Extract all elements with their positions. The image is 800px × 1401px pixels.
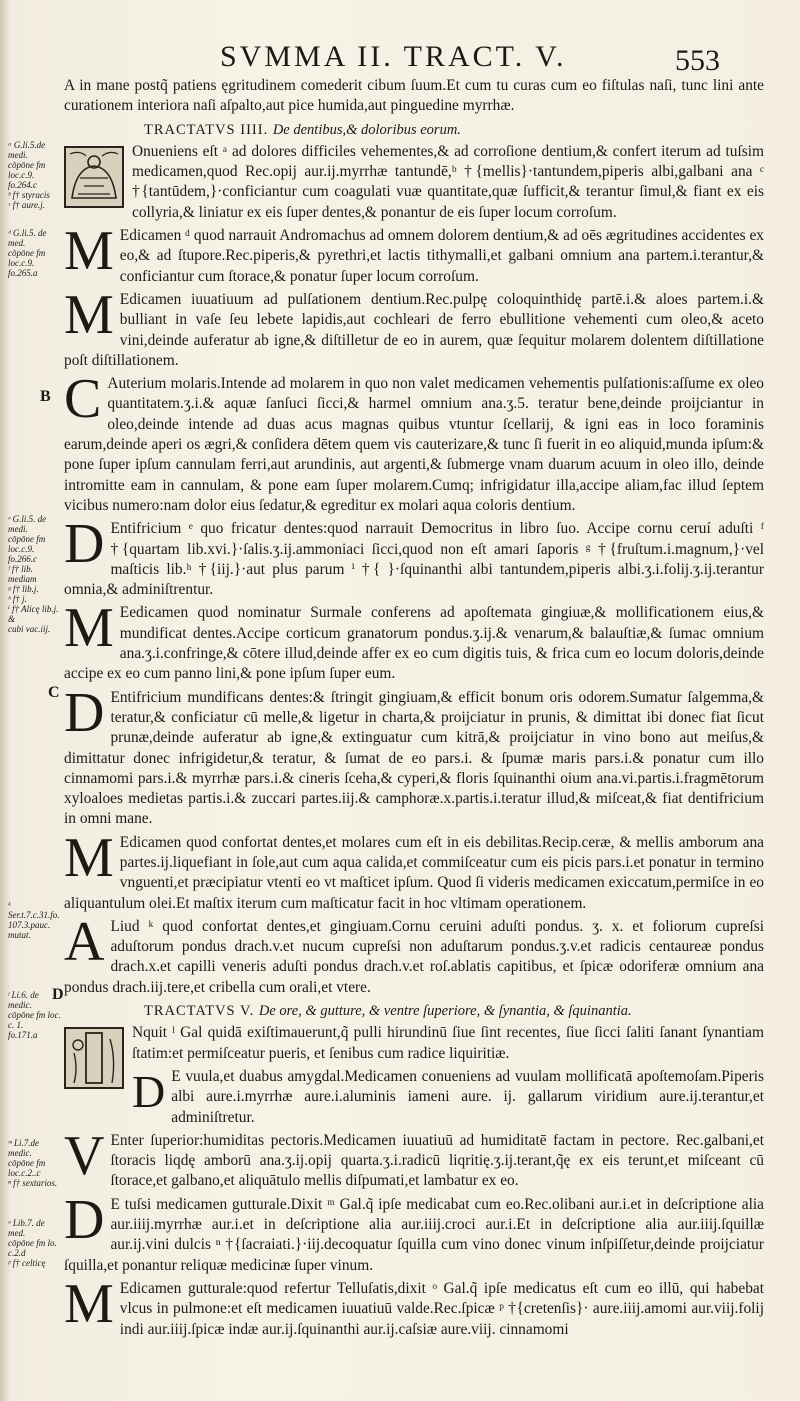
paragraph-text: Enter ſuperior:humiditas pectoris.Medicamen iuuatiuū ad humiditatē factam in pectore. Rec.galbani,et ſtoracis liqdę amborū ana.ʒ.ij.opij quarta.ʒ.i.radicū liqritię.ʒ.ij.terant,q̃ę ex eis terunt,et miſceant cū ſtorace,et galbano,et aliquātulo mellis diſpumati,et lambatur ex eo. <box>110 1131 764 1190</box>
woodcut-figure-icon <box>66 1029 122 1087</box>
paragraph <box>64 1124 764 1192</box>
margin-note: ᶠ f† lib. mediam <box>8 564 37 584</box>
paragraph <box>64 1067 764 1128</box>
drop-cap: V <box>64 1124 105 1187</box>
margin-note: ᵈ G.li.5. de med. <box>8 228 47 248</box>
paragraph-text: Edicamen quod confortat dentes,et molares cum eſt in eis debilitas.Recip.ceræ, & mellis amborum ana partes.ij.liquefiant in ſole,aut cum aqua calida,et commiſceatur cum eis picis pars.i.et ponatur in termino vnguenti,et præcipiatur vtenti eo vt maſticet ipſum. Quod ſi videris medicamen exiccatum,permiſce in eo aliquantulum olei.Et maſtix iterum cum maſticatur facit in hoc vltimam operationem. <box>64 833 764 912</box>
margin-note-group <box>8 1178 62 1188</box>
margin-note: ᵖ f† celticę <box>8 1258 46 1268</box>
paragraph <box>64 826 764 914</box>
margin-note: ᵒ Lib.7. de med. <box>8 1218 45 1238</box>
paragraph <box>64 1023 764 1064</box>
section-marker: D <box>52 986 64 1003</box>
drop-cap: M <box>64 1272 114 1335</box>
intro-paragraph: A in mane postq̃ patiens ęgritudinem comederit cibum ſuum.Et cum tu curas cum eo fiſtulas naſi, tunc lini ante curationem interiora naſi aſpalto,aut pice humida,aut pinguedine myrrhæ. <box>64 77 764 115</box>
tractatus-label: TRACTATVS V. <box>144 1003 255 1020</box>
margin-note: ᵏ Ser.t.7.c.31.fo. <box>8 900 60 920</box>
margin-note: cōpōne fm loc.c.9. <box>8 248 46 268</box>
paragraph-text: Liud ᵏ quod confortat dentes,et gingiuam.Cornu ceruini aduſti pondus. ʒ. x. et foliorum cupreſsi aduſtorum pondus drach.v.et nucum cupreſsi non aduſtarum pondus.ʒ.v.et radicis centaureæ pondus drach.x.et capilli veneris aduſti pondus drach.v.et roſ.ablatis capitibus, et ſpicæ odoriferæ omnium ana pondus drach.iij.tere,et cribella cum orali,et vtere. <box>64 917 764 996</box>
drop-cap: D <box>64 681 105 744</box>
paragraph-text: Auterium molaris.Intende ad molarem in quo non valet medicamen vehementis pulſationis:aſſume ex oleo quantitatem.ʒ.i.& aquæ ſanſuci ſicci,& harmel omnium ana.ʒ.5. teratur bene,deinde proijciantur in oleo,deinde intende ad duas acus magnas quibus vtuntur ſcellarij, & igni eas in loco foraminis earum,deinde aperi os ægri,& conſidera dētem quem vis cauterizare,& tunc ſi fuerit in eo aliquid,munda ipſum:& pone ſuper ipſum cannulam ferri,aut arundinis, aut argenti,& ſubmerge vnam duarum acuum in oleo illo, deinde intromitte eam in cannulam, & pone eam ſuper molarem.Cumq; infrigidatur illa,accipe aliam,fac illud ſeptem vicibus numero:nam dolor eius ſedatur,& egreditur ex molari aqua coloris dentium. <box>64 375 764 514</box>
margin-note-group <box>8 1218 62 1268</box>
paragraph-text: Entifricium mundificans dentes:& ſtringit gingiuam,& efficit bonum oris odorem.Sumatur ſalgemma,& teratur,& conficiatur cū melle,& ligetur in charta,& proijciatur in prunis, & dimittat ibi donec fiat ſicut prunæ,deinde auferatur ab igne,& extinguatur cum kitrā,& proijciatur in vino bono aut meiſus,& dimittatur donec infrigidetur,& teratur, & ſumat de eo pars.i. & ſpumæ maris pars.i.& ponatur cum illo cinnamomi pars.i.& myrrhæ pars.i.& cineris ſceha,& cyperi,& floris ſquinanthi oium ana.vi.partis.i.fragmētorum xyloaloes medietas partis.i.& zuccari partes.iij.& camphoræ.x.partis.i.teratur illud,& miſceat,& fiat dentifricium in omni mane. <box>64 688 764 828</box>
paragraph <box>64 1272 764 1340</box>
paragraph-text: Edicamen gutturale:quod refertur Telluſatis,dixit ᵒ Gal.q̃ ipſe medicatus eſt cum eo illū, qui habebat vlcus in pulmone:et eſt medicamen iuuatiuū valde.Rec.ſpicæ ᵖ †{cretenſis}· aure.iiij.amomi aur.viij.folij indi aur.iiij.ſpicæ indæ aur.ij.ſquinanthi aur.ij.caſsiæ aure.viij. cinnamomi <box>119 1279 764 1338</box>
tractatus-title: De ore, & gutture, & ventre ſuperiore, & ſynantia, & ſquinantia. <box>258 1003 632 1020</box>
margin-note: ˡ Li.6. de medic. <box>8 990 39 1010</box>
margin-note: fo.265.a <box>8 268 38 278</box>
drop-cap: M <box>64 220 114 283</box>
page-header <box>220 40 740 80</box>
page-spine-shadow <box>0 0 10 1401</box>
margin-note-group <box>8 1138 62 1178</box>
margin-note: cōpōne fm loc.c.9. <box>8 534 46 554</box>
drop-cap: M <box>64 826 114 889</box>
section-marker: B <box>40 388 51 405</box>
paragraph-text: E vuula,et duabus amygdal.Medicamen conueniens ad vuulam mollificatā apoſtemoſam.Piperis albi aure.i.myrrhæ aure.i.aluminis iameni aure. ij. gallarum viridium aure.ij.terantur,et adminiſtretur. <box>171 1067 764 1126</box>
paragraph-text: Edicamen ᵈ quod narrauit Andromachus ad omnem dolorem dentium,& ad oēs ægritudines accidentes ex eo,& ad ſtupore.Rec.piperis,& pyrethri,et lactis tithymalli,et galbani omnium ana partem.i.terantur,& conficiantur cum ſtorace,& ponatur ſuper locum corroſum. <box>119 227 764 285</box>
margin-note: ⁱ f† Alicę lib.j. & <box>8 604 59 624</box>
section-marker: C <box>48 684 60 701</box>
margin-note: fo.266.c <box>8 554 37 564</box>
paragraph <box>64 513 764 600</box>
paragraph <box>64 910 764 998</box>
paragraph <box>64 681 764 830</box>
drop-cap: D <box>64 1188 105 1251</box>
drop-cap: D <box>132 1065 166 1117</box>
paragraph-text: Edicamen iuuatiuum ad pulſationem dentium.Rec.pulpę coloquinthidę partē.i.& aloes partem.i.& bulliant in vaſe ſeu lebete lapidis,aut cochleari de ferro ebullitione vehementi cum oleo,& aceto vini,deinde auferatur ab igne,& diſtilletur de eo in aurem, quæ ſequitur molarem dolentem diſtillatione poſt diſtillationem. <box>64 290 764 369</box>
paragraph <box>64 368 764 516</box>
drop-cap: M <box>64 597 114 660</box>
section-heading <box>64 120 764 140</box>
margin-note-group <box>8 514 62 634</box>
paragraph <box>64 220 764 287</box>
tractatus-label: TRACTATVS IIII. <box>144 121 269 138</box>
illustrated-initial <box>64 1027 124 1089</box>
paragraph-text: Entifricium ᵉ quo fricatur dentes:quod narrauit Democritus in libro ſuo. Accipe cornu ceruí aduſti ᶠ †{quartam lib.xvi.}·ſalis.ʒ.ij.ammoniaci ſicci,quod non eſt amari ſaporis ᵍ †{fruſtum.i.magnum,}·vel maſticis lib.ʰ †{iij.}·aut plus parum ⁱ †{ }·ſquinanthi albi tantundem,piperis albi.ʒ.i.folij.ʒ.ij.terantur omnia,& adminiſtrentur. <box>64 520 764 599</box>
margin-note: ᵍ f† lib.j. <box>8 584 39 594</box>
drop-cap: A <box>64 910 105 973</box>
margin-note: cōpōne fm lo. c.2.d <box>8 1238 57 1258</box>
margin-note: fo.171.a <box>8 1030 38 1040</box>
illustrated-initial <box>64 146 124 208</box>
drop-cap: M <box>64 283 114 346</box>
margin-note: cōpōne fm loc. c. 1. <box>8 1010 61 1030</box>
margin-note: cōpōne fm loc.c.9. <box>8 160 46 180</box>
margin-note: ʰ f† j. <box>8 594 27 604</box>
margin-note-group <box>8 140 62 210</box>
paragraph-text: Nquit ˡ Gal quidā exiſtimauerunt,q̃ pulli hirundinū ſiue ſint recentes, ſiue ſicci ſaliti ſanant ſynantiam ſtatim:et permiſceatur pueris, et ſenibus cum radice liquiritiæ. <box>132 1024 764 1062</box>
paragraph <box>64 142 764 223</box>
margin-note: 107.3.pauc. mutat. <box>8 920 51 940</box>
margin-note: ᵉ G.li.5. de medi. <box>8 514 47 534</box>
margin-note: ᶜ f† aure.j. <box>8 200 46 210</box>
paragraph-text: E tuſsi medicamen gutturale.Dixit ᵐ Gal.q̃ ipſe medicabat cum eo.Rec.olibani aur.i.et in deſcriptione alia aur.iiij.myrrhæ aur.i.et in deſcriptione alia aur.iiij.croci aur.i.Et in deſcriptione alia aur.iiij.ſquillæ aur.ij.vini dulcis ⁿ †{ſacraiati.}·iij.decoquatur ſquilla cum vino donec vinum inſpiſſetur,deinde proijciatur ſquilla,et ponantur reliquæ medicinæ ſuper vinum. <box>64 1195 764 1274</box>
page-number: 553 <box>675 44 720 77</box>
paragraph-text: Eedicamen quod nominatur Surmale conferens ad apoſtemata gingiuæ,& mollificationem eius,& mundificat dentes.Accipe corticum granatorum pondus.ʒ.ij.& venarum,& balauſtiæ,& ſumac omnium ana.ʒ.i.confringe,& cōtere illud,deinde affer ex eo cum digitis tuis, & frica cum eo locum doloris,deinde accipe ex eo cum panno lini,& pone ipſum ſuper eum. <box>64 604 764 683</box>
paragraph <box>64 1188 764 1276</box>
paragraph-text: Onueniens eſt ᵃ ad dolores difficiles vehementes,& ad corroſione dentium,& confert iterum ad tuſsim medicamen,quod Rec.opij aur.ij.myrrhæ tantundē,ᵇ †{mellis}·tantundem,piperis albi,galbani ana ᶜ †{tantūdem,}·conficiantur cum coagulati vuæ quantitate,quæ ſufficit,& terantur ſimul,& fiant ex eis collyria,& liniatur ex eis ſuper dentes,& ponantur de eis ſuper locum corroſum. <box>132 142 764 221</box>
section-heading <box>64 1001 764 1021</box>
margin-note: ⁿ f† sextarios. <box>8 1178 58 1188</box>
margin-note: ᵐ Li.7.de medic. <box>8 1138 40 1158</box>
margin-note: ᵃ G.li.5.de medi. <box>8 140 46 160</box>
paragraph <box>64 597 764 684</box>
margin-note: cubi vac.iij. <box>8 624 51 634</box>
tractatus-title: De dentibus,& doloribus eorum. <box>272 121 461 138</box>
margin-note-group <box>8 900 62 940</box>
margin-note-group <box>8 228 62 278</box>
running-title: SVMMA II. TRACT. V. <box>220 40 567 73</box>
paragraph <box>64 283 764 371</box>
margin-note: fo.264.c <box>8 180 37 190</box>
margin-note: cōpōne fm loc.c.2..c <box>8 1158 46 1178</box>
drop-cap: C <box>64 368 102 431</box>
drop-cap: D <box>64 513 105 576</box>
margin-note: ᵇ f† styracis <box>8 190 50 200</box>
main-text-column <box>64 76 764 1343</box>
woodcut-figure-icon <box>66 148 122 206</box>
